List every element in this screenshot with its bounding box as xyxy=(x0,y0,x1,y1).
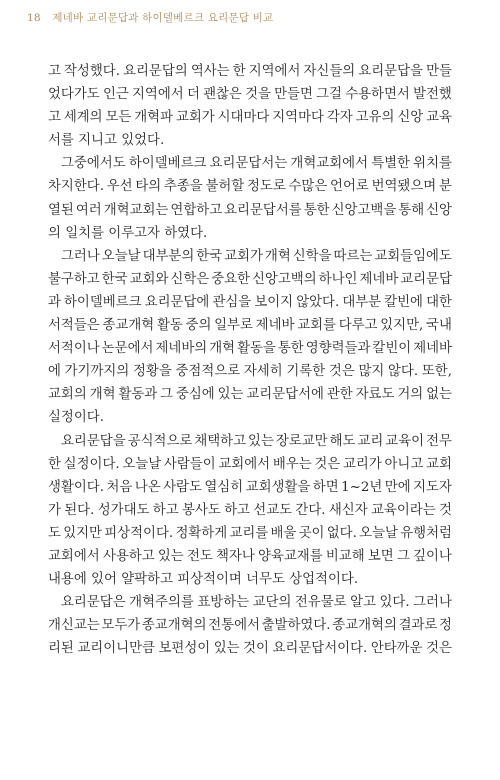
text-line: 그러나 오늘날 대부분의 한국 교회가 개혁 신학을 따르는 교회들임에도 xyxy=(61,248,452,264)
text-line: 교회에서 사용하고 있는 전도 책자나 양육교재를 비교해 보면 그 깊이나 xyxy=(48,548,452,564)
body-text xyxy=(48,60,452,660)
text-line: 개신교는 모두가 종교개혁의 전통에서 출발하였다. 종교개혁의 결과로 정 xyxy=(48,618,452,634)
text-line: 리된 교리이니만큼 보편성이 있는 것이 요리문답서이다. 안타까운 것은 xyxy=(48,641,452,657)
text-line: 생활이다. 처음 나온 사람도 열심히 교회생활을 하면 1~2년 만에 지도자 xyxy=(48,479,452,495)
text-line: 차지한다. 우선 타의 추종을 불허할 정도로 수많은 언어로 번역됐으며 분 xyxy=(48,179,452,195)
running-title: 제네바 교리문답과 하이델베르크 요리문답 비교 xyxy=(52,12,274,24)
text-line: 불구하고 한국 교회와 신학은 중요한 신앙고백의 하나인 제네바 교리문답 xyxy=(48,271,452,287)
text-line: 고 세계의 모든 개혁파 교회가 시대마다 지역마다 각자 고유의 신앙 교육 xyxy=(48,110,452,126)
text-line: 도 있지만 피상적이다. 정확하게 교리를 배울 곳이 없다. 오늘날 유행처럼 xyxy=(48,525,452,541)
text-line: 었다가도 인근 지역에서 더 괜찮은 것을 만들면 그걸 수용하면서 발전했 xyxy=(48,87,452,103)
text-line: 서를 지니고 있었다. xyxy=(48,133,165,149)
text-line: 에 가기까지의 정황을 중점적으로 자세히 기록한 것은 많지 않다. 또한, xyxy=(48,364,452,380)
text-line: 요리문답은 개혁주의를 표방하는 교단의 전유물로 알고 있다. 그러나 xyxy=(61,595,452,611)
text-line: 내용에 있어 얄팍하고 피상적이며 너무도 상업적이다. xyxy=(48,572,359,588)
text-line: 열된 여러 개혁교회는 연합하고 요리문답서를 통한 신앙고백을 통해 신앙 xyxy=(48,202,452,218)
text-line: 그중에서도 하이델베르크 요리문답서는 개혁교회에서 특별한 위치를 xyxy=(61,156,452,172)
text-line: 요리문답을 공식적으로 채택하고 있는 장로교만 해도 교리 교육이 전무 xyxy=(61,433,452,449)
text-line: 서적들은 종교개혁 활동 중의 일부로 제네바 교회를 다루고 있지만, 국내 xyxy=(48,318,452,334)
text-line: 한 실정이다. 오늘날 사람들이 교회에서 배우는 것은 교리가 아니고 교회 xyxy=(48,456,452,472)
text-line: 의 일치를 이루고자 하였다. xyxy=(48,225,208,241)
page-number: 18 xyxy=(27,12,41,24)
text-line: 서적이나 논문에서 제네바의 개혁 활동을 통한 영향력들과 칼빈이 제네바 xyxy=(48,341,452,357)
text-line: 교회의 개혁 활동과 그 중심에 있는 교리문답서에 관한 자료도 거의 없는 xyxy=(48,387,452,403)
text-line: 과 하이델베르크 요리문답에 관심을 보이지 않았다. 대부분 칼빈에 대한 xyxy=(48,294,452,310)
text-line: 실정이다. xyxy=(48,410,104,426)
text-line: 가 된다. 성가대도 하고 봉사도 하고 선교도 간다. 새신자 교육이라는 것 xyxy=(48,502,452,518)
running-header xyxy=(27,10,273,25)
text-line: 고 작성했다. 요리문답의 역사는 한 지역에서 자신들의 요리문답을 만들 xyxy=(48,64,452,79)
